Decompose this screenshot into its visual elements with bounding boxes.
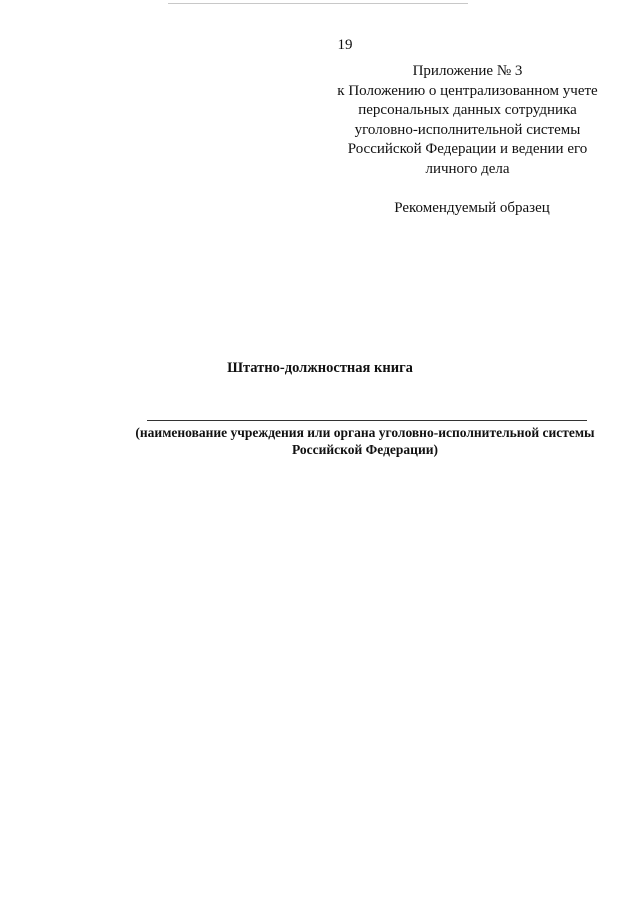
appendix-line: персональных данных сотрудника — [358, 102, 577, 118]
caption-line: Российской Федерации) — [291, 442, 438, 457]
appendix-header — [325, 62, 610, 179]
appendix-line: личного дела — [425, 160, 510, 177]
institution-name-fill-line — [147, 420, 587, 421]
institution-name-caption — [130, 424, 600, 458]
appendix-line: Российской Федерации и ведении его — [347, 141, 588, 157]
page-number: 19 — [337, 37, 353, 53]
caption-line: (наименование учреждения или органа уголовно-исполнительной системы — [135, 425, 595, 440]
top-border-line — [168, 3, 468, 4]
appendix-line: Приложение № 3 — [412, 63, 523, 79]
appendix-line: уголовно-исполнительной системы — [354, 121, 581, 138]
recommended-sample-label: Рекомендуемый образец — [394, 200, 550, 216]
document-title: Штатно-должностная книга — [227, 360, 413, 376]
appendix-line: к Положению о централизованном учете — [337, 82, 598, 99]
